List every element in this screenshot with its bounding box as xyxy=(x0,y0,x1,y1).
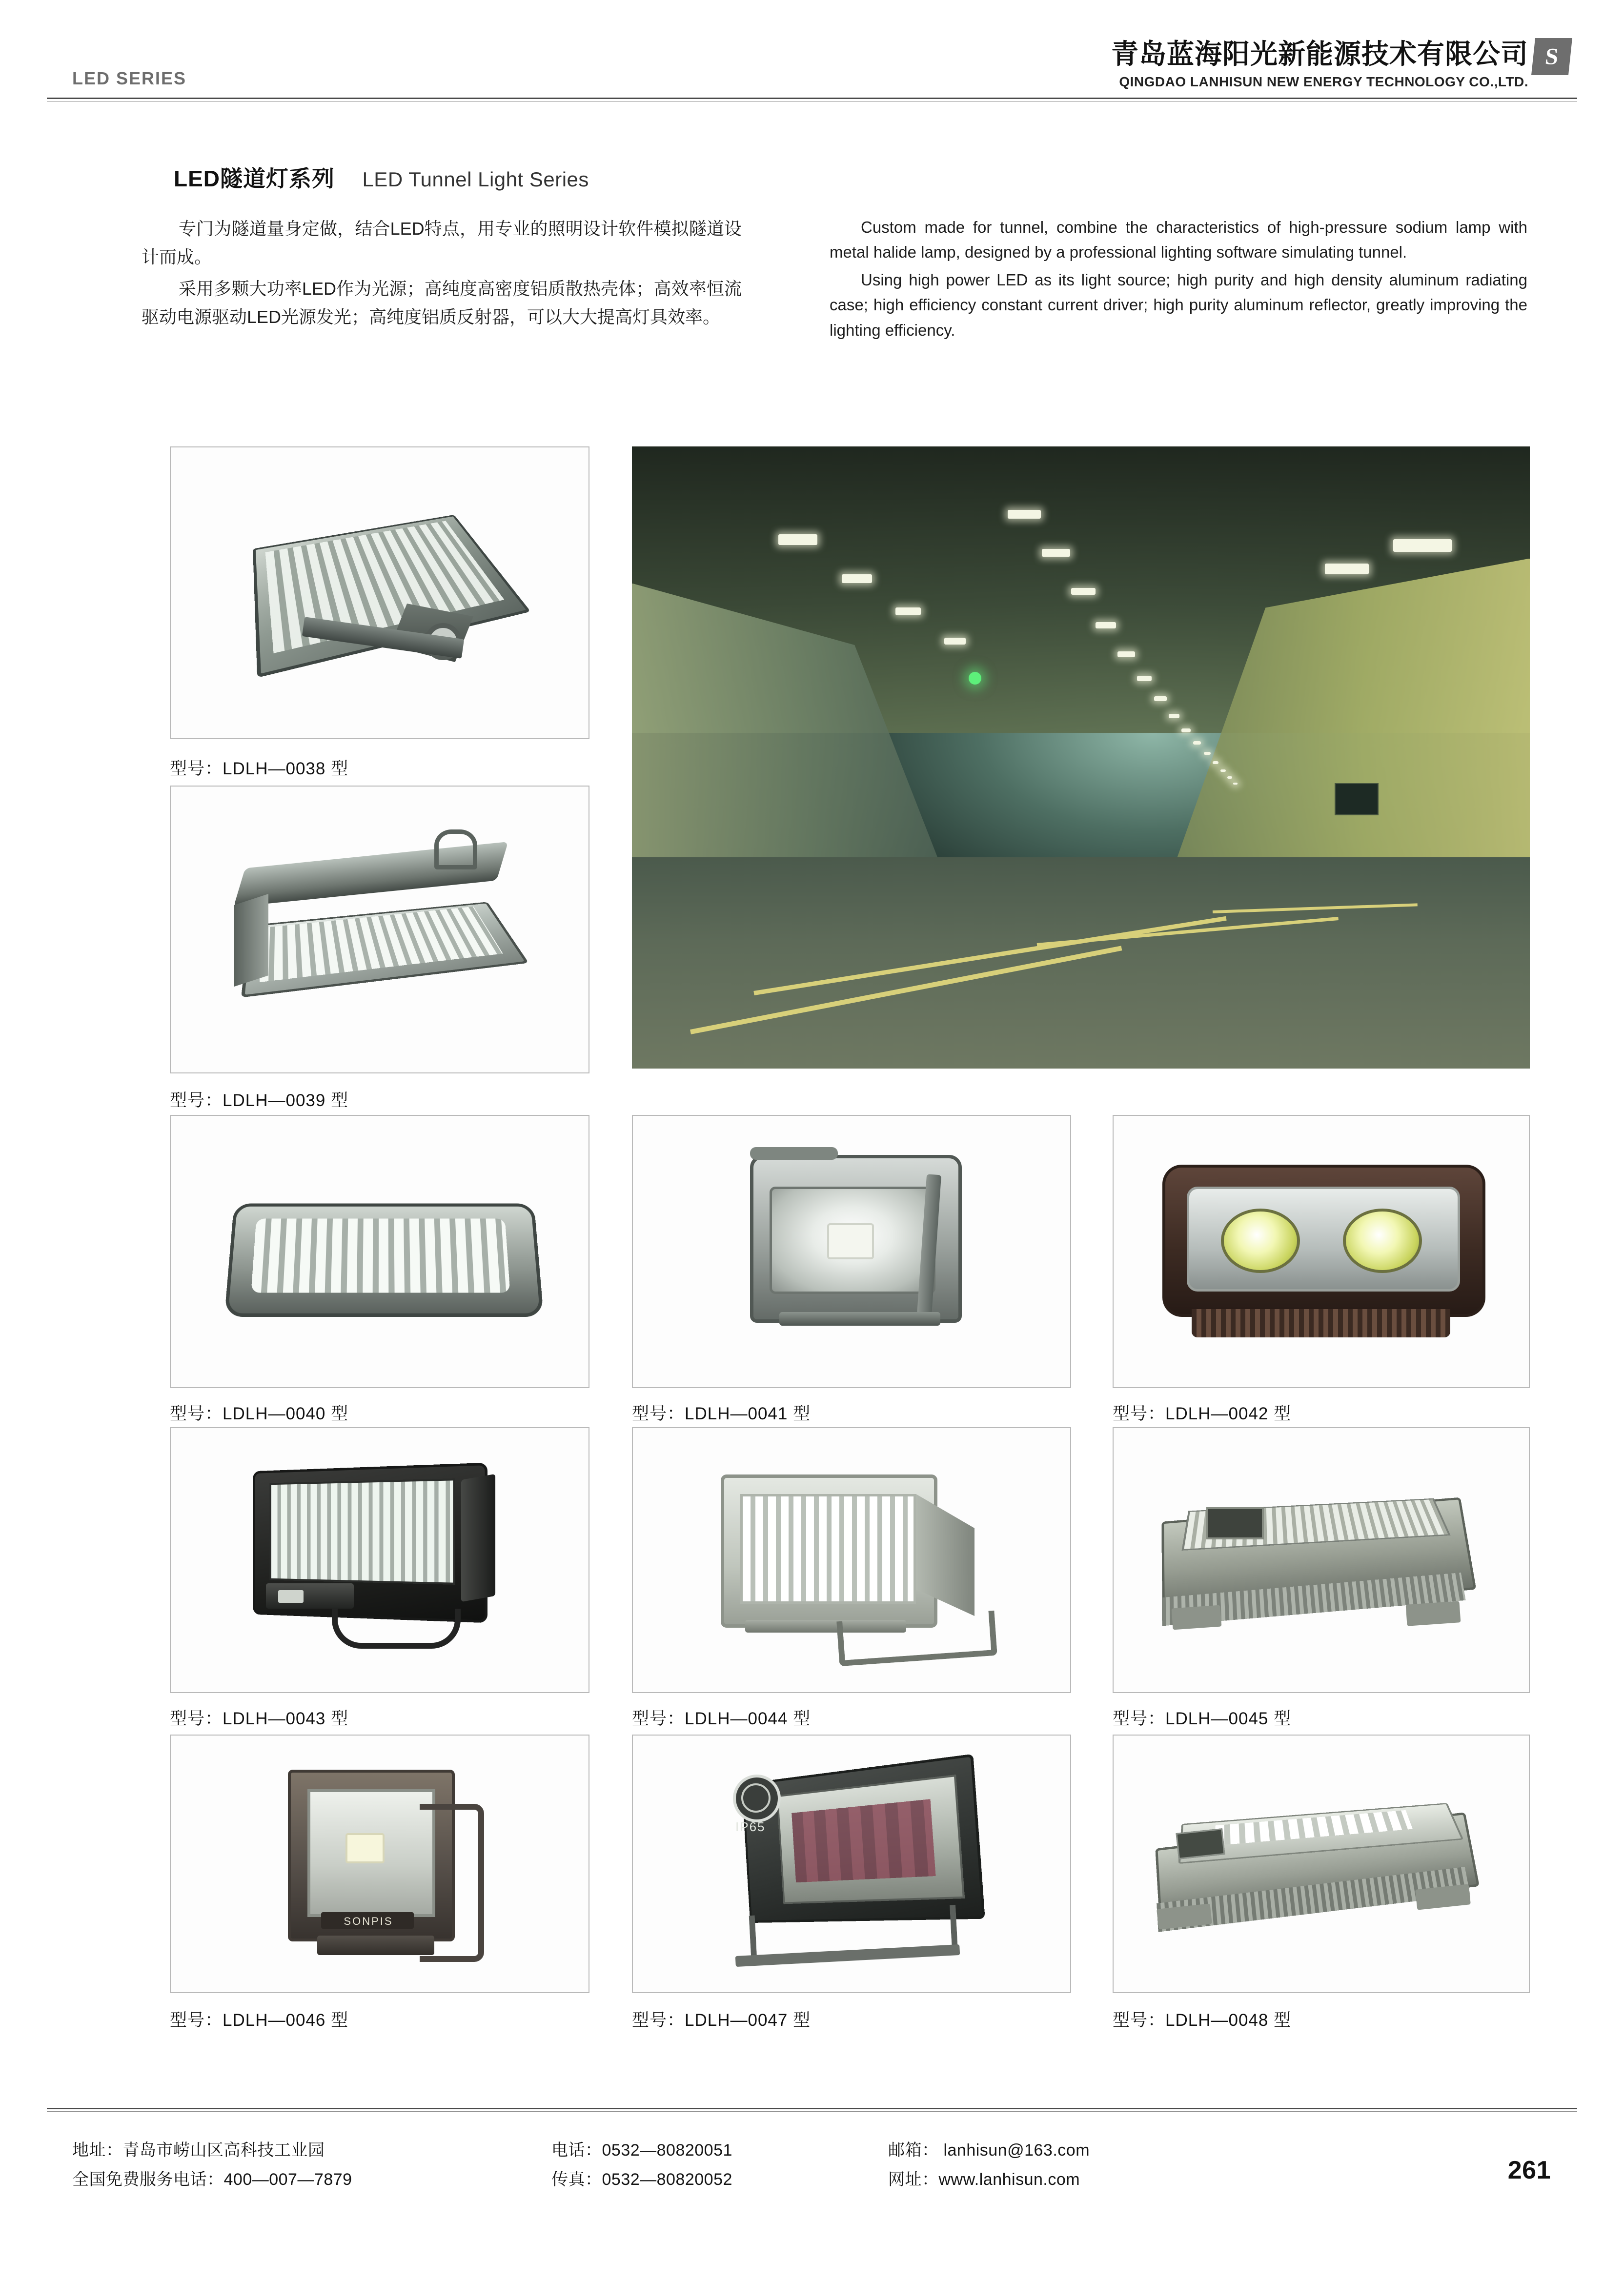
product-ip-rating-label: IP65 xyxy=(735,1819,766,1834)
page-number: 261 xyxy=(1507,2156,1551,2184)
footer-hotline: 全国免费服务电话：400—007—7879 xyxy=(72,2170,352,2189)
footer-online-block xyxy=(888,2136,1090,2194)
tunnel-ceiling-lamp xyxy=(1181,728,1191,732)
tunnel-ceiling-lamp xyxy=(1227,776,1232,779)
product-caption: 型号：LDLH—0045 型 xyxy=(1113,1709,1292,1728)
product-caption: 型号：LDLH—0039 型 xyxy=(170,1091,349,1110)
intro-text-en xyxy=(830,215,1527,345)
product-image-frame xyxy=(170,1735,589,1993)
lamp-art-0041 xyxy=(721,1140,994,1350)
tunnel-ceiling-lamp xyxy=(1169,714,1179,718)
tunnel-wall-panel xyxy=(1335,783,1379,815)
company-name-en: QINGDAO LANHISUN NEW ENERGY TECHNOLOGY CO.,LTD. xyxy=(1119,74,1528,89)
lamp-art-0045 xyxy=(1143,1462,1504,1657)
intro-en-paragraph-2: Using high power LED as its light source; high purity and high density aluminum radiating case; high efficiency constant current driver; high purity aluminum reflector, greatly improving the lighting efficiency. xyxy=(830,271,1527,339)
lamp-art-0038 xyxy=(229,482,542,687)
page-header xyxy=(0,0,1624,105)
lamp-art-0040 xyxy=(210,1160,551,1345)
product-image-frame xyxy=(1113,1115,1530,1388)
product-image-frame xyxy=(170,446,589,739)
product-image-frame xyxy=(170,1427,589,1693)
lamp-art-0048 xyxy=(1143,1775,1504,1955)
footer-fax: 传真：0532—80820052 xyxy=(551,2170,732,2189)
tunnel-ceiling-lamp xyxy=(1204,752,1211,755)
tunnel-scene-photo xyxy=(632,446,1530,1069)
product-caption: 型号：LDLH—0038 型 xyxy=(170,759,349,778)
product-caption: 型号：LDLH—0048 型 xyxy=(1113,2011,1292,2030)
tunnel-ceiling-lamp xyxy=(1096,622,1116,628)
tunnel-ceiling-lamp xyxy=(1042,549,1070,557)
footer-divider-thin xyxy=(47,2111,1577,2112)
tunnel-ceiling-lamp xyxy=(1137,676,1152,681)
product-caption: 型号：LDLH—0043 型 xyxy=(170,1709,349,1728)
page-title-cn: LED隧道灯系列 xyxy=(174,166,335,191)
company-logo-icon xyxy=(1531,38,1572,75)
tunnel-road xyxy=(632,857,1530,1069)
series-label: LED SERIES xyxy=(72,68,187,88)
tunnel-ceiling-lamp xyxy=(1213,761,1218,764)
product-image-frame xyxy=(632,1115,1071,1388)
footer-email[interactable]: 邮箱： lanhisun@163.com xyxy=(888,2141,1090,2160)
product-image-frame xyxy=(632,1427,1071,1693)
page-footer xyxy=(0,2127,1624,2225)
product-image-frame xyxy=(170,786,589,1073)
tunnel-green-signal-light xyxy=(969,672,981,685)
product-image-frame xyxy=(632,1735,1071,1993)
intro-cn-paragraph-2: 采用多颗大功率LED作为光源；高纯度高密度铝质散热壳体；高效率恒流驱动电源驱动LED光源发光；高纯度铝质反射器，可以大大提高灯具效率。 xyxy=(142,278,742,327)
product-caption: 型号：LDLH—0047 型 xyxy=(632,2011,811,2030)
tunnel-ceiling-lamp xyxy=(1154,696,1167,701)
product-caption: 型号：LDLH—0044 型 xyxy=(632,1709,811,1728)
product-caption: 型号：LDLH—0042 型 xyxy=(1113,1404,1292,1423)
tunnel-ceiling-lamp xyxy=(1117,651,1135,657)
product-image-frame xyxy=(170,1115,589,1388)
tunnel-ceiling-lamp xyxy=(944,638,966,645)
product-image-frame xyxy=(1113,1735,1530,1993)
tunnel-ceiling-lamp xyxy=(1233,783,1238,785)
footer-phone-block xyxy=(551,2136,732,2194)
footer-website[interactable]: 网址：www.lanhisun.com xyxy=(888,2170,1080,2189)
company-block xyxy=(1111,39,1528,90)
page-title xyxy=(174,161,589,193)
intro-text-cn xyxy=(142,215,742,334)
tunnel-ceiling-lamp xyxy=(1325,564,1369,574)
page-title-en: LED Tunnel Light Series xyxy=(362,168,589,191)
lamp-art-0046 xyxy=(259,1760,512,1970)
tunnel-ceiling-lamp xyxy=(1193,741,1201,745)
footer-address: 地址：青岛市崂山区高科技工业园 xyxy=(72,2141,325,2160)
product-caption: 型号：LDLH—0046 型 xyxy=(170,2011,349,2030)
lamp-art-0043 xyxy=(215,1453,551,1667)
product-caption: 型号：LDLH—0040 型 xyxy=(170,1404,349,1423)
lamp-art-0047 xyxy=(687,1755,1023,1975)
tunnel-ceiling-lamp xyxy=(842,574,872,583)
tunnel-ceiling-lamp xyxy=(778,534,817,545)
tunnel-ceiling-lamp xyxy=(1071,588,1096,595)
lamp-art-0044 xyxy=(691,1455,1009,1665)
intro-cn-paragraph-1: 专门为隧道量身定做，结合LED特点，用专业的照明设计软件模拟隧道设计而成。 xyxy=(142,219,742,267)
header-divider xyxy=(47,98,1577,99)
intro-en-paragraph-1: Custom made for tunnel, combine the characteristics of high-pressure sodium lamp with metal halide lamp, designed by a professional lighting software simulating tunnel. xyxy=(830,218,1527,262)
tunnel-ceiling-lamp xyxy=(895,607,921,615)
logo-glyph: S xyxy=(1543,43,1560,70)
lamp-art-0039 xyxy=(205,821,561,1035)
tunnel-ceiling-lamp xyxy=(1220,769,1226,772)
footer-divider xyxy=(47,2108,1577,2109)
company-name-cn: 青岛蓝海阳光新能源技术有限公司 xyxy=(1111,39,1528,69)
product-caption: 型号：LDLH—0041 型 xyxy=(632,1404,811,1423)
tunnel-ceiling-lamp xyxy=(1008,510,1041,519)
tunnel-ceiling-lamp xyxy=(1393,539,1452,552)
product-image-frame xyxy=(1113,1427,1530,1693)
lamp-art-0042 xyxy=(1148,1150,1499,1355)
product-brand-label: SONPIS xyxy=(344,1915,393,1927)
footer-address-block xyxy=(72,2136,352,2194)
footer-telephone: 电话：0532—80820051 xyxy=(551,2141,732,2160)
